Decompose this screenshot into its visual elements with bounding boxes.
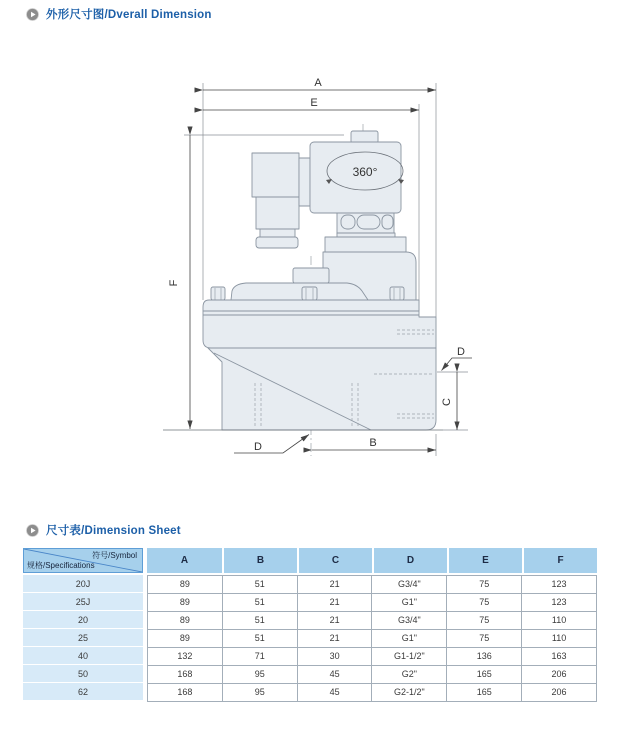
lower-body bbox=[208, 348, 436, 430]
play-bullet-icon bbox=[26, 524, 39, 537]
table-cell: 51 bbox=[223, 576, 298, 594]
column-header: B bbox=[222, 548, 297, 573]
table-cell: 168 bbox=[148, 666, 223, 684]
table-row bbox=[148, 666, 597, 684]
table-cell: 123 bbox=[522, 594, 597, 612]
d-bottom-leader bbox=[234, 435, 309, 454]
table-cell: 165 bbox=[447, 684, 522, 702]
table-cell: 45 bbox=[298, 684, 373, 702]
table-cell: G2-1/2" bbox=[372, 684, 447, 702]
table-cell: 30 bbox=[298, 648, 373, 666]
table-cell: 21 bbox=[298, 630, 373, 648]
dim-a-label: A bbox=[314, 77, 322, 89]
table-cell: 110 bbox=[522, 612, 597, 630]
table-cell: G2" bbox=[372, 666, 447, 684]
play-bullet-icon bbox=[26, 8, 39, 21]
corner-spec-label: 规格/Specifications bbox=[27, 561, 95, 570]
table-cell: 95 bbox=[223, 684, 298, 702]
table-row bbox=[148, 630, 597, 648]
section-title-overall: 外形尺寸图/Dverall Dimension bbox=[46, 9, 212, 21]
spec-cell: 25 bbox=[23, 629, 143, 647]
dimension-table bbox=[23, 548, 597, 702]
spec-cell: 50 bbox=[23, 665, 143, 683]
column-header: A bbox=[147, 548, 222, 573]
table-cell: 75 bbox=[447, 612, 522, 630]
dim-f-label: F bbox=[168, 279, 180, 287]
table-cell: 21 bbox=[298, 594, 373, 612]
table-cell: G1" bbox=[372, 630, 447, 648]
column-header: E bbox=[447, 548, 522, 573]
spec-cell: 40 bbox=[23, 647, 143, 665]
table-cell: 75 bbox=[447, 576, 522, 594]
dim-e-label: E bbox=[310, 97, 318, 109]
table-cell: 51 bbox=[223, 630, 298, 648]
column-header: D bbox=[372, 548, 447, 573]
table-cell: 168 bbox=[148, 684, 223, 702]
spec-cell: 25J bbox=[23, 593, 143, 611]
table-cell: 89 bbox=[148, 630, 223, 648]
table-corner-cell bbox=[23, 548, 143, 573]
table-cell: G3/4" bbox=[372, 576, 447, 594]
table-cell: 95 bbox=[223, 666, 298, 684]
table-row bbox=[148, 594, 597, 612]
table-cell: 75 bbox=[447, 630, 522, 648]
table-cell: 123 bbox=[522, 576, 597, 594]
spec-cell: 20 bbox=[23, 611, 143, 629]
table-cell: G1" bbox=[372, 594, 447, 612]
table-cell: 51 bbox=[223, 594, 298, 612]
table-row bbox=[148, 648, 597, 666]
table-cell: 45 bbox=[298, 666, 373, 684]
valve-body bbox=[203, 131, 436, 430]
dim-c-label: C bbox=[441, 398, 453, 406]
table-cell: 89 bbox=[148, 612, 223, 630]
table-cell: 206 bbox=[522, 666, 597, 684]
table-cell: 206 bbox=[522, 684, 597, 702]
flange bbox=[203, 300, 436, 348]
table-cell: 21 bbox=[298, 612, 373, 630]
table-header-row bbox=[147, 548, 597, 573]
table-cell: G1-1/2" bbox=[372, 648, 447, 666]
section-header-dimension-sheet bbox=[26, 522, 181, 538]
section-title-sheet: 尺寸表/Dimension Sheet bbox=[46, 525, 181, 537]
table-cell: 163 bbox=[522, 648, 597, 666]
table-cell: 51 bbox=[223, 612, 298, 630]
table-row bbox=[148, 684, 597, 702]
rotation-label: 360° bbox=[352, 165, 378, 179]
corner-symbol-label: 符号/Symbol bbox=[92, 551, 137, 560]
table-cell: 136 bbox=[447, 648, 522, 666]
table-cell: 71 bbox=[223, 648, 298, 666]
table-cell: G3/4" bbox=[372, 612, 447, 630]
column-header: F bbox=[522, 548, 597, 573]
dim-d-bottom-label: D bbox=[254, 441, 262, 453]
table-cell: 75 bbox=[447, 594, 522, 612]
table-cell: 165 bbox=[447, 666, 522, 684]
spec-cell: 20J bbox=[23, 575, 143, 593]
table-cell: 21 bbox=[298, 576, 373, 594]
spec-column bbox=[23, 548, 143, 702]
section-header-overall-dimension bbox=[26, 6, 212, 22]
dim-d-top-label: D bbox=[457, 346, 465, 358]
data-columns bbox=[147, 548, 597, 702]
table-row bbox=[148, 612, 597, 630]
table-row bbox=[148, 576, 597, 594]
spec-cell: 62 bbox=[23, 683, 143, 701]
table-cell: 89 bbox=[148, 576, 223, 594]
table-body bbox=[147, 575, 597, 702]
table-cell: 110 bbox=[522, 630, 597, 648]
column-header: C bbox=[297, 548, 372, 573]
table-cell: 132 bbox=[148, 648, 223, 666]
table-cell: 89 bbox=[148, 594, 223, 612]
din-connector bbox=[252, 153, 310, 248]
d-top-leader bbox=[442, 358, 473, 371]
dim-b-label: B bbox=[369, 437, 377, 449]
